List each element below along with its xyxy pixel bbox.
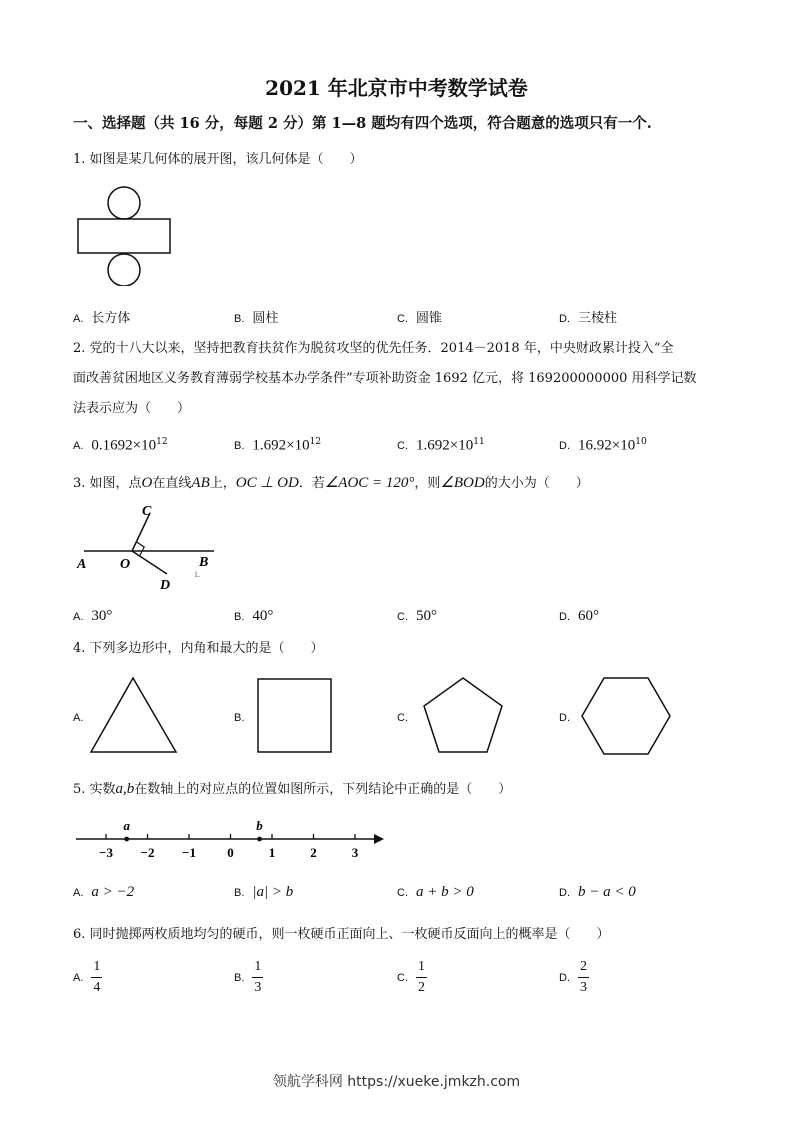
q5-option-a[interactable]	[73, 884, 134, 901]
section-heading: 一、选择题（共 16 分，每题 2 分）第 1—8 题均有四个选项，符合题意的选项只有一个.	[73, 115, 652, 132]
perpendicular-relation: OC ⊥ OD	[235, 475, 299, 491]
q6-option-a[interactable]	[73, 957, 102, 998]
fraction	[252, 957, 263, 998]
q1-option-b[interactable]	[234, 307, 278, 326]
q6-option-c[interactable]	[397, 957, 427, 998]
point-b-label: b	[256, 818, 263, 833]
stem-text: ，则	[414, 476, 441, 491]
option-label: A.	[73, 887, 84, 899]
q1-option-c[interactable]	[397, 307, 442, 326]
option-label: B.	[234, 712, 245, 724]
q2-option-b[interactable]	[234, 437, 321, 454]
question-2-line-2: 面改善贫困地区义务教育薄弱学校基本办学条件”专项补助资金 1692 亿元，将 169200000000 用科学记数	[73, 371, 697, 386]
option-label: A.	[73, 972, 84, 984]
angle-bod: ∠BOD	[440, 475, 485, 491]
fraction	[416, 957, 427, 998]
option-label: A.	[73, 712, 84, 724]
option-label: D.	[559, 440, 570, 453]
option-label: B.	[234, 611, 245, 623]
option-value: 1.692×10	[252, 437, 310, 454]
numerator: 2	[578, 957, 589, 978]
option-value: 40°	[252, 608, 274, 624]
fraction	[578, 957, 589, 998]
option-label: B.	[234, 313, 245, 325]
option-label: C.	[397, 887, 408, 899]
option-value: 1.692×10	[416, 437, 474, 454]
angle-aoc: ∠AOC = 120°	[324, 475, 415, 491]
variables-ab: a,b	[115, 781, 135, 797]
q2-option-c[interactable]	[397, 437, 485, 454]
option-label: C.	[397, 440, 408, 453]
footer-watermark: 领航学科网 https://xueke.jmkzh.com	[272, 1074, 521, 1090]
stem-text: 5. 实数	[73, 782, 116, 797]
option-label: C.	[397, 712, 408, 724]
option-label: D.	[559, 887, 570, 899]
q3-option-d[interactable]	[559, 608, 599, 625]
exponent: 12	[156, 437, 168, 447]
label-a: A	[77, 557, 87, 572]
option-label: A.	[73, 313, 84, 325]
denominator: 3	[580, 980, 587, 995]
q2-option-d[interactable]	[559, 437, 647, 454]
angle-diagram	[74, 500, 224, 595]
q3-option-c[interactable]	[397, 608, 437, 625]
q1-option-a[interactable]	[73, 307, 130, 326]
q3-option-b[interactable]	[234, 608, 273, 625]
option-label: D.	[559, 972, 570, 984]
option-label: B.	[234, 440, 245, 453]
number-line-group	[76, 818, 384, 860]
stem-text: 3. 如图，点	[73, 476, 142, 491]
option-value: |a| > b	[252, 884, 294, 900]
option-label: A.	[73, 611, 84, 623]
q4-option-b-label[interactable]	[234, 710, 252, 725]
option-label: B.	[234, 887, 245, 899]
q6-option-d[interactable]	[559, 957, 589, 998]
option-label: D.	[559, 313, 570, 325]
option-label: C.	[397, 313, 408, 325]
stem-text: 在直线	[152, 476, 192, 491]
q2-option-a[interactable]	[73, 437, 168, 454]
triangle-shape	[88, 676, 180, 756]
option-value: 16.92×10	[578, 437, 636, 454]
tick-label: −1	[182, 845, 196, 860]
q4-option-c-label[interactable]	[397, 710, 416, 725]
tick-label: −3	[99, 845, 113, 860]
q5-option-c[interactable]	[397, 884, 474, 901]
option-value: 60°	[578, 608, 599, 624]
point-b	[257, 837, 262, 842]
stem-text: 上，	[209, 476, 236, 491]
q5-option-b[interactable]	[234, 884, 293, 901]
q1-option-d[interactable]	[559, 307, 617, 326]
hexagon-shape	[580, 676, 674, 758]
ray-od	[132, 551, 167, 574]
stem-text: ．若	[298, 476, 325, 491]
question-2-line-3: 法表示应为（ ）	[73, 401, 191, 416]
line-ab: AB	[191, 475, 210, 491]
denominator: 3	[254, 980, 262, 995]
q4-option-d-label[interactable]	[559, 710, 578, 725]
option-label: B.	[234, 972, 245, 984]
question-6-stem: 6. 同时抛掷两枚质地均匀的硬币，则一枚硬币正面向上、一枚硬币反面向上的概率是（ ）	[73, 927, 610, 942]
stray-mark: 1.	[194, 570, 200, 579]
point-a	[124, 837, 129, 842]
question-1-stem: 1. 如图是某几何体的展开图，该几何体是（ ）	[73, 152, 363, 167]
option-value: 30°	[91, 608, 113, 624]
question-5-stem	[73, 776, 511, 803]
exponent: 10	[635, 437, 647, 447]
tick-label: 1	[268, 845, 276, 860]
tick-label: 2	[310, 845, 317, 860]
option-value: 50°	[416, 608, 437, 624]
q3-option-a[interactable]	[73, 608, 112, 625]
denominator: 4	[93, 980, 101, 995]
label-c: C	[142, 504, 152, 519]
exponent: 12	[309, 437, 322, 447]
option-label: C.	[397, 972, 408, 984]
net-diagram	[74, 186, 174, 286]
label-o: O	[120, 557, 131, 572]
option-value: a > −2	[91, 884, 135, 900]
point-a-label: a	[123, 818, 130, 833]
option-label: C.	[397, 611, 408, 623]
stem-text: 在数轴上的对应点的位置如图所示，下列结论中正确的是（ ）	[134, 782, 512, 797]
label-d: D	[160, 578, 171, 593]
point-o: O	[141, 475, 153, 491]
option-label: D.	[559, 611, 570, 623]
bottom-circle	[108, 254, 140, 286]
tick-label: 0	[227, 845, 234, 860]
option-value: b − a < 0	[578, 884, 636, 900]
option-label: D.	[559, 712, 570, 724]
middle-rectangle	[78, 219, 170, 253]
question-2-line-1: 2. 党的十八大以来，坚持把教育扶贫作为脱贫攻坚的优先任务．2014－2018 年，中央财政累计投入“全	[73, 341, 674, 356]
option-label: A.	[73, 440, 84, 453]
q6-option-b[interactable]	[234, 957, 263, 998]
axis-arrow	[374, 834, 384, 844]
question-3-stem	[73, 470, 589, 497]
page-title: 2021 年北京市中考数学试卷	[265, 76, 528, 100]
option-value: 0.1692×10	[91, 437, 157, 454]
numerator: 1	[91, 957, 102, 978]
q5-option-d[interactable]	[559, 884, 636, 901]
option-text: 圆柱	[252, 311, 279, 326]
option-text: 三棱柱	[578, 311, 618, 326]
square-shape	[256, 677, 334, 755]
numerator: 1	[252, 957, 263, 978]
numerator: 1	[416, 957, 427, 978]
tick-label: 3	[351, 845, 359, 860]
option-value: a + b > 0	[416, 884, 474, 900]
exponent: 11	[473, 437, 485, 447]
option-text: 长方体	[91, 311, 131, 326]
number-line	[72, 818, 392, 864]
stem-text: 的大小为（ ）	[484, 476, 589, 491]
denominator: 2	[418, 980, 425, 995]
option-text: 圆锥	[416, 311, 443, 326]
question-4-stem: 4. 下列多边形中，内角和最大的是（ ）	[73, 641, 324, 656]
right-angle-mark	[137, 542, 145, 556]
fraction	[91, 957, 102, 998]
pentagon-shape	[422, 676, 506, 756]
tick-label: −2	[140, 845, 155, 860]
top-circle	[108, 187, 140, 219]
label-b: B	[199, 555, 209, 570]
